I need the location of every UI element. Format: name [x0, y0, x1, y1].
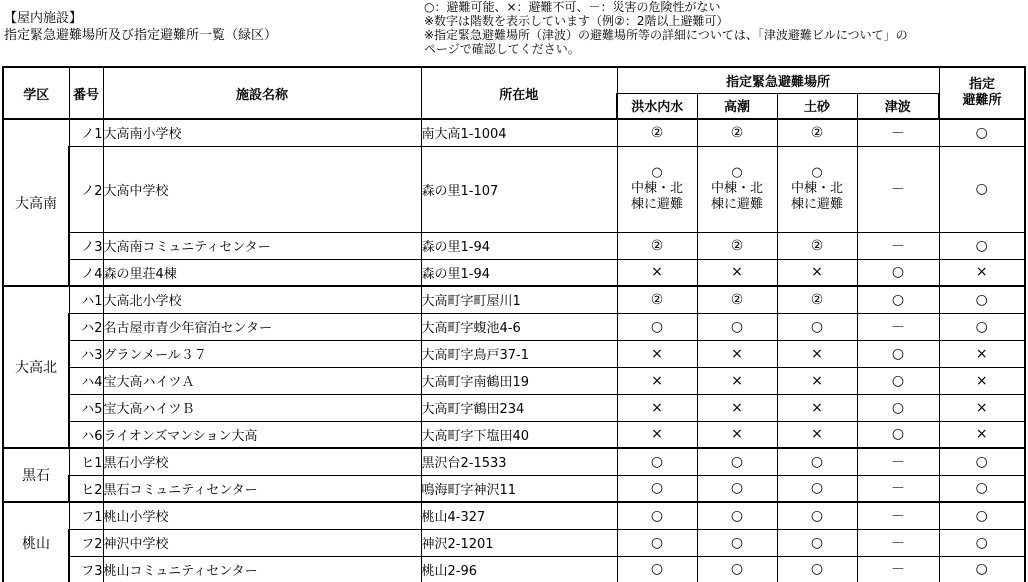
tsunami-cell: ○ [857, 421, 939, 448]
header-emergency-evacuation-site: 指定緊急避難場所 [617, 67, 939, 93]
table-row [3, 119, 1025, 146]
table-row [3, 421, 1025, 448]
landslide-cell: ② [777, 232, 857, 259]
tsunami-cell: ○ [857, 286, 939, 313]
flood-cell: ○ [617, 556, 697, 582]
tsunami-cell: ○ [857, 394, 939, 421]
tsunami-cell: － [857, 119, 939, 146]
landslide-cell: ○ [777, 475, 857, 502]
district-cell: 大高南 [3, 119, 69, 286]
flood-cell: × [617, 367, 697, 394]
shelter-cell: ○ [939, 146, 1025, 232]
landslide-cell: ② [777, 119, 857, 146]
table-row [3, 556, 1025, 582]
address-cell: 大高町字鳥戸37-1 [421, 340, 617, 367]
number-cell: フ2 [69, 529, 103, 556]
landslide-cell: ○ 中棟・北 棟に避難 [777, 146, 857, 232]
landslide-cell: ○ [777, 556, 857, 582]
table-row [3, 259, 1025, 286]
storm-surge-cell: × [697, 394, 777, 421]
facility-name-cell: 大高南小学校 [103, 119, 421, 146]
address-cell: 大高町字鶴田234 [421, 394, 617, 421]
landslide-cell: ○ [777, 313, 857, 340]
header-designated-shelter: 指定 避難所 [939, 67, 1025, 119]
landslide-cell: × [777, 340, 857, 367]
address-cell: 神沢2-1201 [421, 529, 617, 556]
title-category: 【屋内施設】 [4, 11, 83, 26]
shelter-cell: ○ [939, 502, 1025, 529]
tsunami-cell: － [857, 232, 939, 259]
facility-name-cell: 森の里荘4棟 [103, 259, 421, 286]
storm-surge-cell: ② [697, 119, 777, 146]
table-header [3, 67, 1025, 119]
table-row [3, 475, 1025, 502]
shelter-table [2, 66, 1026, 582]
flood-cell: × [617, 394, 697, 421]
tsunami-cell: － [857, 529, 939, 556]
table-row [3, 502, 1025, 529]
tsunami-cell: － [857, 313, 939, 340]
number-cell: フ1 [69, 502, 103, 529]
address-cell: 鳴海町字神沢11 [421, 475, 617, 502]
facility-name-cell: 神沢中学校 [103, 529, 421, 556]
storm-surge-cell: ○ [697, 556, 777, 582]
number-cell: ハ3 [69, 340, 103, 367]
header-address: 所在地 [421, 67, 617, 119]
table-row [3, 146, 1025, 232]
district-cell: 大高北 [3, 286, 69, 448]
header-tsunami: 津波 [857, 93, 939, 119]
facility-name-cell: 宝大高ハイツＡ [103, 367, 421, 394]
header-flood: 洪水内水 [617, 93, 697, 119]
tsunami-cell: － [857, 556, 939, 582]
tsunami-cell: ○ [857, 367, 939, 394]
shelter-cell: ○ [939, 286, 1025, 313]
shelter-cell: ○ [939, 119, 1025, 146]
legend-tsunami-note: ※指定緊急避難場所（津波）の避難場所等の詳細については、「津波避難ビルについて」の [424, 28, 908, 42]
facility-name-cell: 黒石コミュニティセンター [103, 475, 421, 502]
landslide-cell: ② [777, 286, 857, 313]
address-cell: 森の里1-94 [421, 232, 617, 259]
facility-name-cell: 大高南コミュニティセンター [103, 232, 421, 259]
landslide-cell: × [777, 421, 857, 448]
header-number: 番号 [69, 67, 103, 119]
tsunami-cell: － [857, 448, 939, 475]
address-cell: 森の里1-107 [421, 146, 617, 232]
shelter-cell: ○ [939, 556, 1025, 582]
header-facility-name: 施設名称 [103, 67, 421, 119]
legend-block [424, 0, 908, 56]
district-group [3, 448, 1025, 502]
table-row [3, 394, 1025, 421]
number-cell: ハ1 [69, 286, 103, 313]
address-cell: 大高町字蝮池4-6 [421, 313, 617, 340]
flood-cell: ○ [617, 313, 697, 340]
number-cell: ハ2 [69, 313, 103, 340]
storm-surge-cell: × [697, 367, 777, 394]
address-cell: 南大高1-1004 [421, 119, 617, 146]
facility-name-cell: 黒石小学校 [103, 448, 421, 475]
flood-cell: ② [617, 119, 697, 146]
tsunami-cell: － [857, 146, 939, 232]
address-cell: 森の里1-94 [421, 259, 617, 286]
district-cell: 桃山 [3, 502, 69, 582]
flood-cell: × [617, 259, 697, 286]
district-group [3, 286, 1025, 448]
storm-surge-cell: ○ [697, 475, 777, 502]
number-cell: ノ2 [69, 146, 103, 232]
flood-cell: ② [617, 232, 697, 259]
shelter-cell: × [939, 394, 1025, 421]
facility-name-cell: ライオンズマンション大高 [103, 421, 421, 448]
table-row [3, 340, 1025, 367]
shelter-cell: × [939, 367, 1025, 394]
number-cell: ヒ2 [69, 475, 103, 502]
storm-surge-cell: ② [697, 232, 777, 259]
table-row [3, 313, 1025, 340]
storm-surge-cell: × [697, 421, 777, 448]
landslide-cell: × [777, 367, 857, 394]
address-cell: 桃山4-327 [421, 502, 617, 529]
shelter-cell: ○ [939, 313, 1025, 340]
header-landslide: 土砂 [777, 93, 857, 119]
landslide-cell: × [777, 394, 857, 421]
flood-cell: × [617, 421, 697, 448]
address-cell: 黒沢台2-1533 [421, 448, 617, 475]
number-cell: ノ4 [69, 259, 103, 286]
storm-surge-cell: ○ [697, 502, 777, 529]
page-title: 指定緊急避難場所及び指定避難所一覧（緑区） [4, 28, 278, 43]
flood-cell: ○ [617, 475, 697, 502]
facility-name-cell: グランメール３７ [103, 340, 421, 367]
shelter-cell: ○ [939, 529, 1025, 556]
address-cell: 大高町字南鶴田19 [421, 367, 617, 394]
table-row [3, 367, 1025, 394]
facility-name-cell: 宝大高ハイツＢ [103, 394, 421, 421]
table-row [3, 286, 1025, 313]
title-block [4, 10, 277, 44]
flood-cell: ② [617, 286, 697, 313]
district-group [3, 502, 1025, 582]
facility-name-cell: 大高中学校 [103, 146, 421, 232]
landslide-cell: ○ [777, 529, 857, 556]
shelter-cell: × [939, 421, 1025, 448]
flood-cell: ○ [617, 448, 697, 475]
district-cell: 黒石 [3, 448, 69, 502]
header-storm-surge: 高潮 [697, 93, 777, 119]
legend-symbols: ○：避難可能、×：避難不可、－：災害の危険性がない [424, 0, 721, 14]
storm-surge-cell: ○ [697, 448, 777, 475]
shelter-cell: × [939, 340, 1025, 367]
landslide-cell: ○ [777, 502, 857, 529]
shelter-cell: ○ [939, 448, 1025, 475]
table-row [3, 448, 1025, 475]
storm-surge-cell: × [697, 259, 777, 286]
legend-floor-note: ※数字は階数を表示しています（例②：2階以上避難可） [424, 14, 729, 28]
shelter-cell: ○ [939, 475, 1025, 502]
number-cell: フ3 [69, 556, 103, 582]
flood-cell: × [617, 340, 697, 367]
tsunami-cell: － [857, 475, 939, 502]
flood-cell: ○ [617, 502, 697, 529]
table-row [3, 232, 1025, 259]
storm-surge-cell: ○ [697, 313, 777, 340]
number-cell: ハ5 [69, 394, 103, 421]
number-cell: ハ4 [69, 367, 103, 394]
table-row [3, 529, 1025, 556]
storm-surge-cell: ② [697, 286, 777, 313]
shelter-cell: × [939, 259, 1025, 286]
landslide-cell: × [777, 259, 857, 286]
address-cell: 大高町字下塩田40 [421, 421, 617, 448]
flood-cell: ○ 中棟・北 棟に避難 [617, 146, 697, 232]
number-cell: ノ1 [69, 119, 103, 146]
storm-surge-cell: ○ 中棟・北 棟に避難 [697, 146, 777, 232]
shelter-cell: ○ [939, 232, 1025, 259]
storm-surge-cell: ○ [697, 529, 777, 556]
flood-cell: ○ [617, 529, 697, 556]
landslide-cell: ○ [777, 448, 857, 475]
facility-name-cell: 大高北小学校 [103, 286, 421, 313]
header-district: 学区 [3, 67, 69, 119]
storm-surge-cell: × [697, 340, 777, 367]
tsunami-cell: ○ [857, 340, 939, 367]
facility-name-cell: 桃山コミュニティセンター [103, 556, 421, 582]
number-cell: ヒ1 [69, 448, 103, 475]
number-cell: ハ6 [69, 421, 103, 448]
number-cell: ノ3 [69, 232, 103, 259]
facility-name-cell: 名古屋市青少年宿泊センター [103, 313, 421, 340]
legend-tsunami-note-cont: ページで確認してください。 [424, 42, 580, 56]
district-group [3, 119, 1025, 286]
address-cell: 桃山2-96 [421, 556, 617, 582]
tsunami-cell: ○ [857, 259, 939, 286]
facility-name-cell: 桃山小学校 [103, 502, 421, 529]
address-cell: 大高町字町屋川1 [421, 286, 617, 313]
tsunami-cell: － [857, 502, 939, 529]
